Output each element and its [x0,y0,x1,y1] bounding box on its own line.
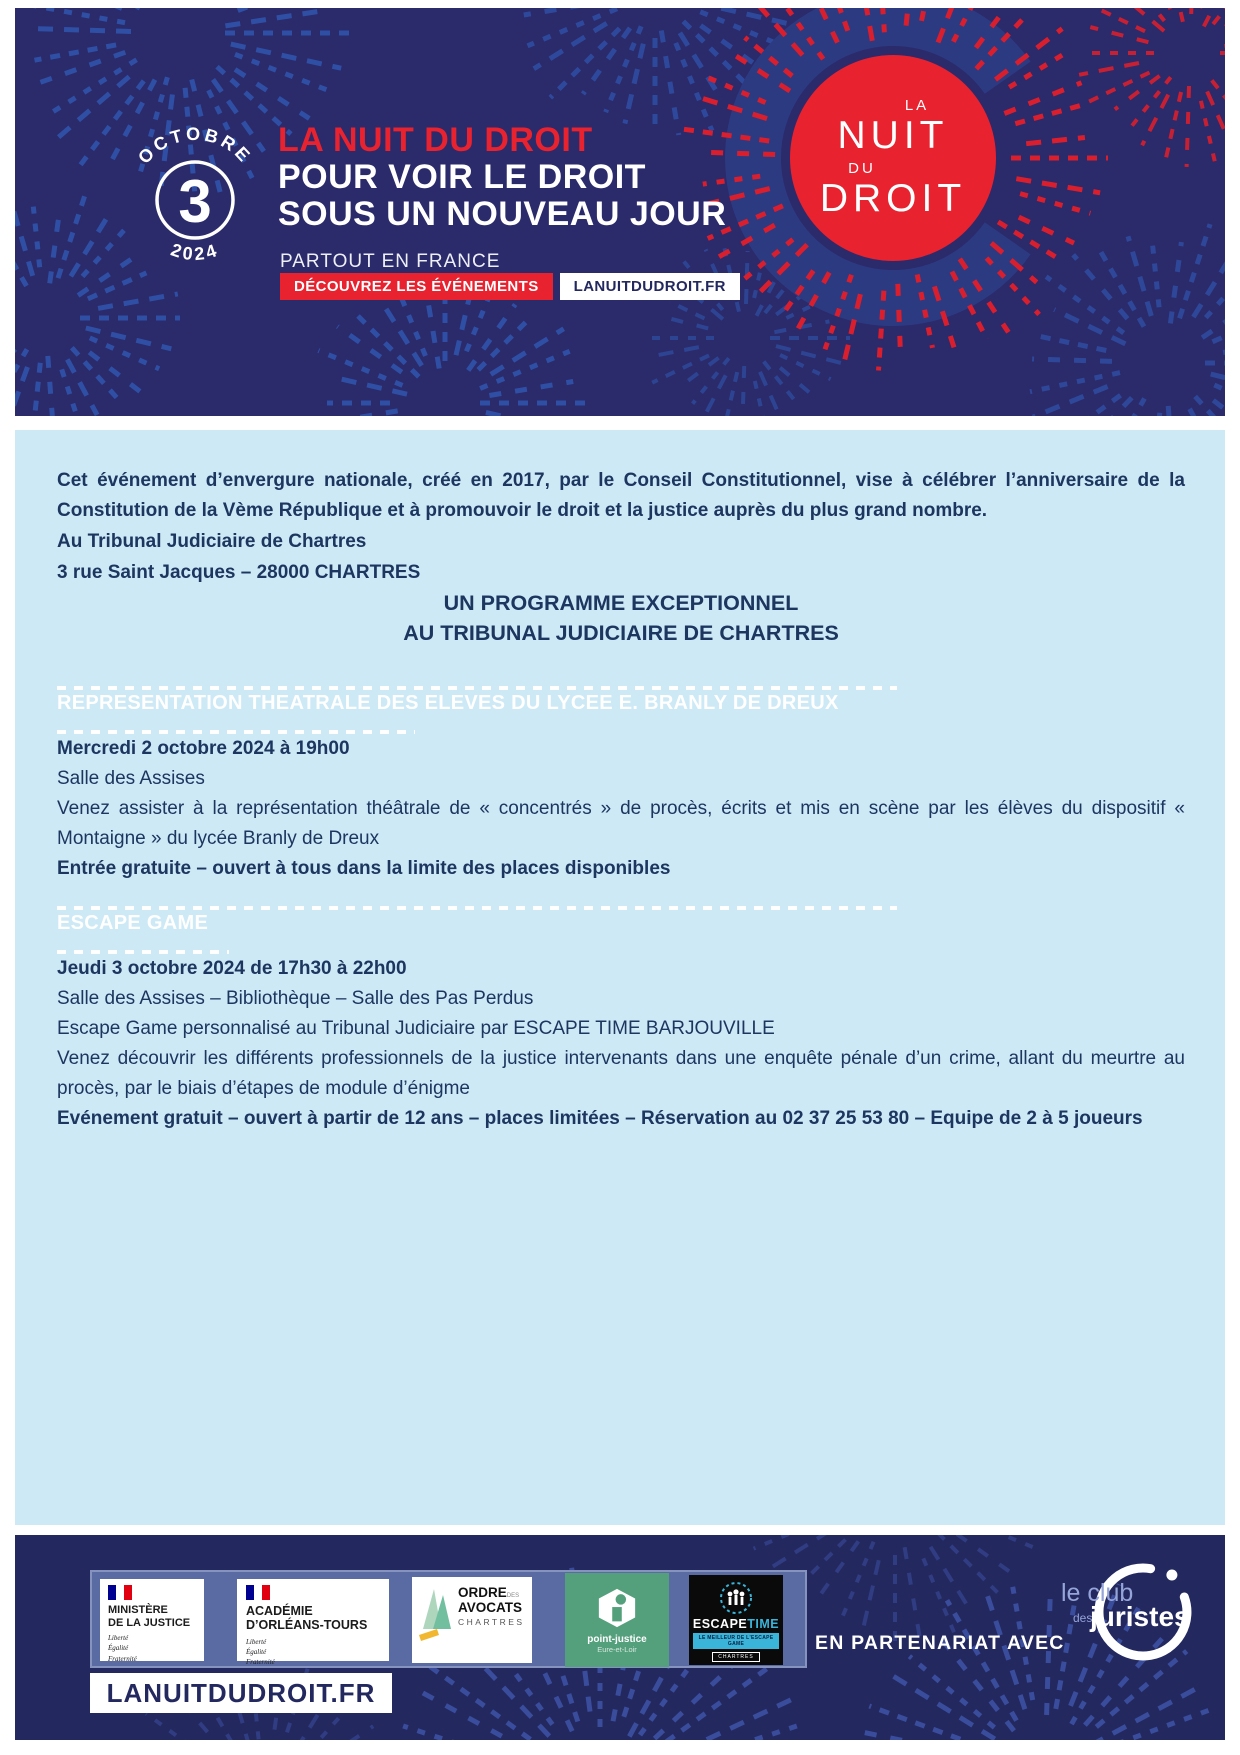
point-justice-house-icon [596,1587,638,1629]
event-section-escape-game [57,906,1185,1134]
escape-time-city: CHARTRES [712,1652,759,1662]
banner-subtitle-line1: POUR VOIR LE DROIT [278,158,646,196]
french-flag-icon [246,1585,270,1600]
nuit-du-droit-logo [813,98,973,218]
partnership-label: EN PARTENARIAT AVEC [815,1632,1065,1654]
banner [15,8,1225,416]
footer-website-banner[interactable]: LANUITDUDROIT.FR [90,1673,392,1713]
badge-day: 3 [178,168,212,235]
logo-droit: DROIT [819,177,967,220]
academie-orleans-tours-logo [237,1579,389,1667]
venue-address: 3 rue Saint Jacques – 28000 CHARTRES [57,562,421,583]
club-des-juristes-logo [1043,1557,1218,1682]
banner-title-block [278,122,726,233]
intro-paragraph: Cet événement d’envergure nationale, créé en 2017, par le Conseil Constitutionnel, vise à célébrer l’anniversaire de la Constitution de la Vème République et à promouvoir le droit et la justice auprès du plus grand nombre. [57,470,1185,521]
venue-block [57,526,1185,588]
event-description [57,1014,1185,1104]
ministere-line1: MINISTÈRE [108,1604,168,1616]
ordre-line2: AVOCATS [458,1600,522,1615]
venue-name: Au Tribunal Judiciaire de Chartres [57,531,367,552]
badge-year: 2024 [168,239,222,265]
logo-la: LA [904,97,930,114]
program-heading-line1: UN PROGRAMME EXCEPTIONNEL [443,591,799,615]
program-heading-line2: AU TRIBUNAL JUDICIAIRE DE CHARTRES [403,621,839,645]
ordre-line3: CHARTRES [458,1617,525,1627]
escape-time-logo [689,1575,783,1665]
event-description-line2: Venez découvrir les différents professionnels de la justice intervenants dans une enquête pénale d’un crime, allant du meurtre au procès, par le biais d’étapes de module d’énigme [57,1048,1185,1099]
ministere-justice-logo [100,1579,204,1661]
event-location: Salle des Assises [57,768,205,789]
event-location: Salle des Assises – Bibliothèque – Salle des Pas Perdus [57,988,534,1009]
motto-liberte: Liberté [246,1637,267,1646]
logo-nuit: NUIT [837,114,949,157]
club-line3: juristes [1090,1601,1190,1632]
event-datetime: Mercredi 2 octobre 2024 à 19h00 [57,738,350,759]
footer [15,1535,1225,1740]
point-justice-logo [565,1573,669,1667]
club-line2: des [1073,1611,1093,1625]
point-justice-region: Eure-et-Loir [597,1644,637,1654]
escape-time-slogan: LE MEILLEUR DE L'ESCAPE GAME [693,1633,779,1649]
academie-line1: ACADÉMIE [246,1604,313,1618]
ordre-des: DES [506,1593,520,1599]
discover-events-button[interactable]: DÉCOUVREZ LES ÉVÉNEMENTS [280,273,553,300]
french-flag-icon [108,1585,132,1600]
logo-du: DU [848,160,876,177]
ministere-line2: DE LA JUSTICE [108,1616,191,1629]
escape-time-circle-icon [718,1580,754,1616]
badge-month: OCTOBRE [134,124,257,168]
svg-text:2024 [168,240,221,265]
date-badge [100,115,290,285]
event-description: Venez assister à la représentation théâtrale de « concentrés » de procès, écrits et mis en scène par les élèves du dispositif « Montaigne » du lycée Branly de Dreux [57,798,1185,849]
banner-tagline: PARTOUT EN FRANCE [280,251,501,272]
banner-buttons [280,273,740,300]
motto-fraternite: Fraternité [246,1658,275,1667]
event-description-line1: Escape Game personnalisé au Tribunal Judiciaire par ESCAPE TIME BARJOUVILLE [57,1018,775,1039]
event-datetime: Jeudi 3 octobre 2024 de 17h30 à 22h00 [57,958,407,979]
ordre-line1: ORDRE [458,1585,507,1600]
website-button[interactable]: LANUITDUDROIT.FR [560,273,740,300]
academie-line2: D’ORLÉANS-TOURS [246,1618,368,1633]
event-note: Entrée gratuite – ouvert à tous dans la limite des places disponibles [57,858,671,879]
motto-liberte: Liberté [108,1634,129,1643]
motto-egalite: Égalité [246,1647,267,1656]
partner-logo-strip [90,1570,807,1668]
motto-fraternite: Fraternité [108,1654,137,1663]
point-justice-name: point-justice [587,1633,647,1645]
ordre-triangles-icon [419,1585,453,1643]
program-heading [57,588,1185,648]
event-title: REPRESENTATION THEATRALE DES ELEVES DU LYCEE E. BRANLY DE DREUX [57,692,839,714]
event-note: Evénement gratuit – ouvert à partir de 12 ans – places limitées – Réservation au 02 37 25 53 80 – Equipe de 2 à 5 joueurs [57,1108,1143,1129]
club-line1: le club [1061,1579,1134,1607]
event-section-theatre [57,686,1185,884]
escape-time-name2: TIME [747,1617,780,1631]
escape-time-name1: ESCAPE [692,1617,748,1631]
banner-title: LA NUIT DU DROIT [278,121,593,159]
event-title: ESCAPE GAME [57,912,209,934]
banner-subtitle-line2: SOUS UN NOUVEAU JOUR [278,195,727,233]
motto-egalite: Égalité [108,1644,129,1653]
main-content [15,430,1225,1525]
ordre-avocats-chartres-logo [412,1577,532,1663]
